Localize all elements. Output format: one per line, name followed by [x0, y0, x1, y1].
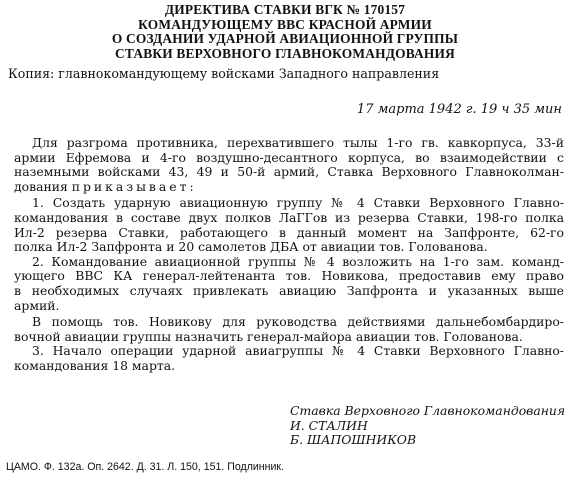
- directive-date: 17 марта 1942 г. 19 ч 35 мин: [356, 102, 562, 117]
- text-fragment: дования: [14, 178, 72, 194]
- heading-line-2: КОМАНДУЮЩЕМУ ВВС КРАСНОЙ АРМИИ: [138, 16, 432, 32]
- heading-line-1: ДИРЕКТИВА СТАВКИ ВГК № 170157: [164, 2, 406, 17]
- text-line: 2. Командование авиационной группы № 4 возложить на 1-го зам. команд-: [32, 253, 564, 269]
- heading-line-3: О СОЗДАНИИ УДАРНОЙ АВИАЦИОННОЙ ГРУППЫ: [111, 31, 459, 47]
- text-line: 3. Начало операции ударной авиагруппы № 4 Ставки Верховного Главно-: [32, 343, 564, 359]
- text-line: полка Ил-2 Запфронта и 20 самолетов ДБА от авиации тов. Голованова.: [14, 239, 488, 255]
- signature-authority: Ставка Верховного Главнокомандования: [290, 403, 566, 418]
- text-line: [14, 180, 564, 195]
- text-line: в необходимых случаях привлекать авиацию Запфронта и указанных выше: [14, 282, 564, 298]
- order-keyword: приказывает:: [71, 178, 197, 194]
- text-line: вочной авиации группы назначить генерал-майора авиации тов. Голованова.: [14, 328, 523, 344]
- signatory-shaposhnikov: Б. ШАПОШНИКОВ: [290, 432, 417, 448]
- text-line: 1. Создать ударную авиационную группу № 4 Ставки Верховного Главно-: [32, 195, 564, 211]
- paragraph-assistance: [14, 315, 564, 344]
- archive-source-note: ЦАМО. Ф. 132а. Оп. 2642. Д. 31. Л. 150, 151. Подлинник.: [6, 461, 285, 473]
- text-line: наземными войсками 43, 49 и 50-й армий, Ставка Верховного Главноколман-: [14, 164, 564, 180]
- paragraph-item-2: [14, 255, 564, 313]
- paragraph-intro: [14, 136, 564, 194]
- text-line: Ил-2 резерва Ставки, работающего в данный момент на Запфронте, 62-го: [14, 224, 564, 240]
- signatory-stalin: И. СТАЛИН: [290, 417, 368, 433]
- text-line: армии Ефремова и 4-го воздушно-десантного корпуса, во взаимодействии с: [14, 149, 564, 165]
- text-line: В помощь тов. Новикову для руководства действиями дальнебомбардиро-: [32, 314, 564, 330]
- paragraph-item-3: [14, 344, 564, 373]
- signature-block: [290, 404, 565, 448]
- text-line: командования 18 марта.: [14, 357, 176, 373]
- text-line: ующего ВВС КА генерал-лейтенанта тов. Новикова, предоставив ему право: [14, 268, 564, 284]
- text-line: армий.: [14, 297, 60, 313]
- directive-body: [14, 136, 564, 374]
- copy-recipient: Копия: главнокомандующему войсками Западного направления: [8, 66, 440, 81]
- text-line: командования в составе двух полков ЛаГГов из резерва Ставки, 198-го полка: [14, 209, 564, 225]
- heading-line-4: СТАВКИ ВЕРХОВНОГО ГЛАВНОКОМАНДОВАНИЯ: [115, 45, 455, 61]
- text-line: Для разгрома противника, перехватившего тылы 1-го гв. кавкорпуса, 33-й: [32, 135, 564, 150]
- directive-heading: [0, 3, 570, 61]
- paragraph-item-1: [14, 196, 564, 254]
